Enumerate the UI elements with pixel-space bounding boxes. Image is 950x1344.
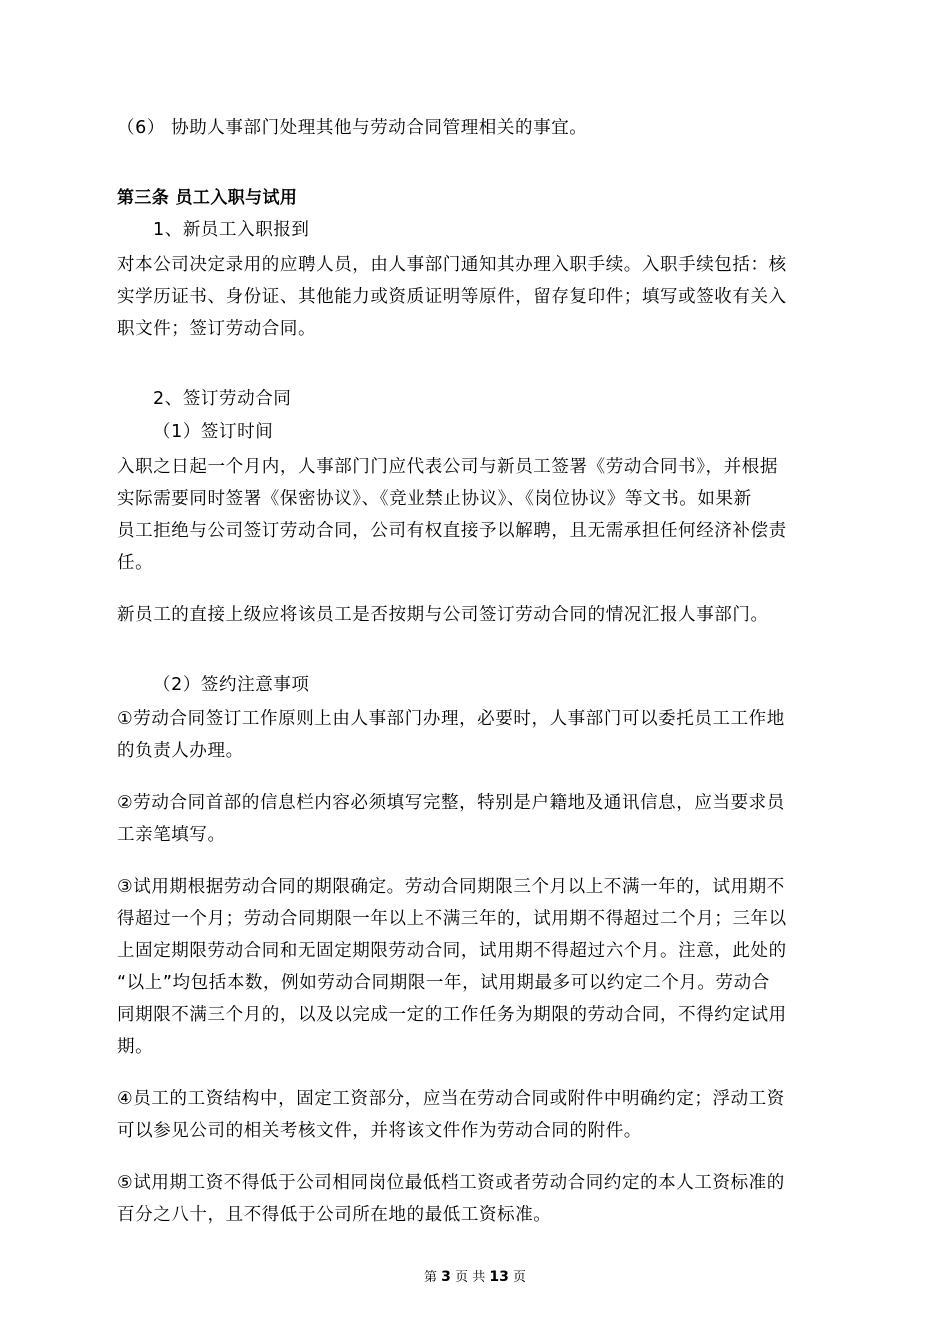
footer-page-number: 3 bbox=[441, 1269, 451, 1285]
note-3-line-5: 同期限不满三个月的，以及以完成一定的工作任务为期限的劳动合同，不得约定试用 bbox=[117, 1005, 787, 1025]
subsection-1-body-line-1: 入职之日起一个月内，人事部门门应代表公司与新员工签署《劳动合同书》，并根据 bbox=[117, 457, 778, 477]
subsection-1-note: 新员工的直接上级应将该员工是否按期与公司签订劳动合同的情况汇报人事部门。 bbox=[117, 605, 769, 625]
footer-prefix: 第 bbox=[424, 1270, 438, 1285]
note-2-line-1: ②劳动合同首部的信息栏内容必须填写完整，特别是户籍地及通讯信息，应当要求员 bbox=[117, 793, 785, 813]
page-footer bbox=[0, 1268, 950, 1287]
subsection-1-body-line-3: 员工拒绝与公司签订劳动合同，公司有权直接予以解聘，且无需承担任何经济补偿责 bbox=[117, 521, 787, 541]
section-1-title: 1、新员工入职报到 bbox=[153, 220, 310, 240]
note-3-line-1: ③试用期根据劳动合同的期限确定。劳动合同期限三个月以上不满一年的，试用期不 bbox=[117, 877, 785, 897]
item-6: （6） 协助人事部门处理其他与劳动合同管理相关的事宜。 bbox=[117, 118, 588, 138]
note-3-line-2: 得超过一个月；劳动合同期限一年以上不满三年的，试用期不得超过二个月；三年以 bbox=[117, 909, 787, 929]
note-1-line-1: ①劳动合同签订工作原则上由人事部门办理，必要时，人事部门可以委托员工工作地 bbox=[117, 709, 785, 729]
note-3-line-3: 上固定期限劳动合同和无固定期限劳动合同，试用期不得超过六个月。注意，此处的 bbox=[117, 941, 787, 961]
section-2-title: 2、签订劳动合同 bbox=[153, 389, 292, 409]
subsection-1-body-line-2: 实际需要同时签署《保密协议》、《竞业禁止协议》、《岗位协议》等文书。如果新 bbox=[117, 489, 752, 509]
subsection-2-title: （2）签约注意事项 bbox=[153, 675, 310, 695]
footer-middle: 页 共 bbox=[455, 1270, 486, 1285]
section-1-body-line-1: 对本公司决定录用的应聘人员，由人事部门通知其办理入职手续。入职手续包括：核 bbox=[117, 255, 787, 275]
footer-total-pages: 13 bbox=[489, 1269, 509, 1285]
note-3-line-4: “以上”均包括本数，例如劳动合同期限一年，试用期最多可以约定二个月。劳动合 bbox=[117, 973, 770, 993]
subsection-1-title: （1）签订时间 bbox=[153, 422, 274, 442]
section-1-body-line-2: 实学历证书、身份证、其他能力或资质证明等原件，留存复印件；填写或签收有关入 bbox=[117, 287, 787, 307]
footer-suffix: 页 bbox=[512, 1270, 526, 1285]
note-4-line-2: 可以参见公司的相关考核文件，并将该文件作为劳动合同的附件。 bbox=[117, 1121, 642, 1141]
note-1-line-2: 的负责人办理。 bbox=[117, 741, 244, 761]
note-5-line-1: ⑤试用期工资不得低于公司相同岗位最低档工资或者劳动合同约定的本人工资标准的 bbox=[117, 1173, 785, 1193]
note-4-line-1: ④员工的工资结构中，固定工资部分，应当在劳动合同或附件中明确约定；浮动工资 bbox=[117, 1089, 785, 1109]
article-3-title: 第三条 员工入职与试用 bbox=[117, 188, 298, 208]
note-3-line-6: 期。 bbox=[117, 1037, 154, 1057]
note-2-line-2: 工亲笔填写。 bbox=[117, 825, 226, 845]
note-5-line-2: 百分之八十，且不得低于公司所在地的最低工资标准。 bbox=[117, 1205, 552, 1225]
section-1-body-line-3: 职文件；签订劳动合同。 bbox=[117, 319, 317, 339]
subsection-1-body-line-4: 任。 bbox=[117, 553, 154, 573]
